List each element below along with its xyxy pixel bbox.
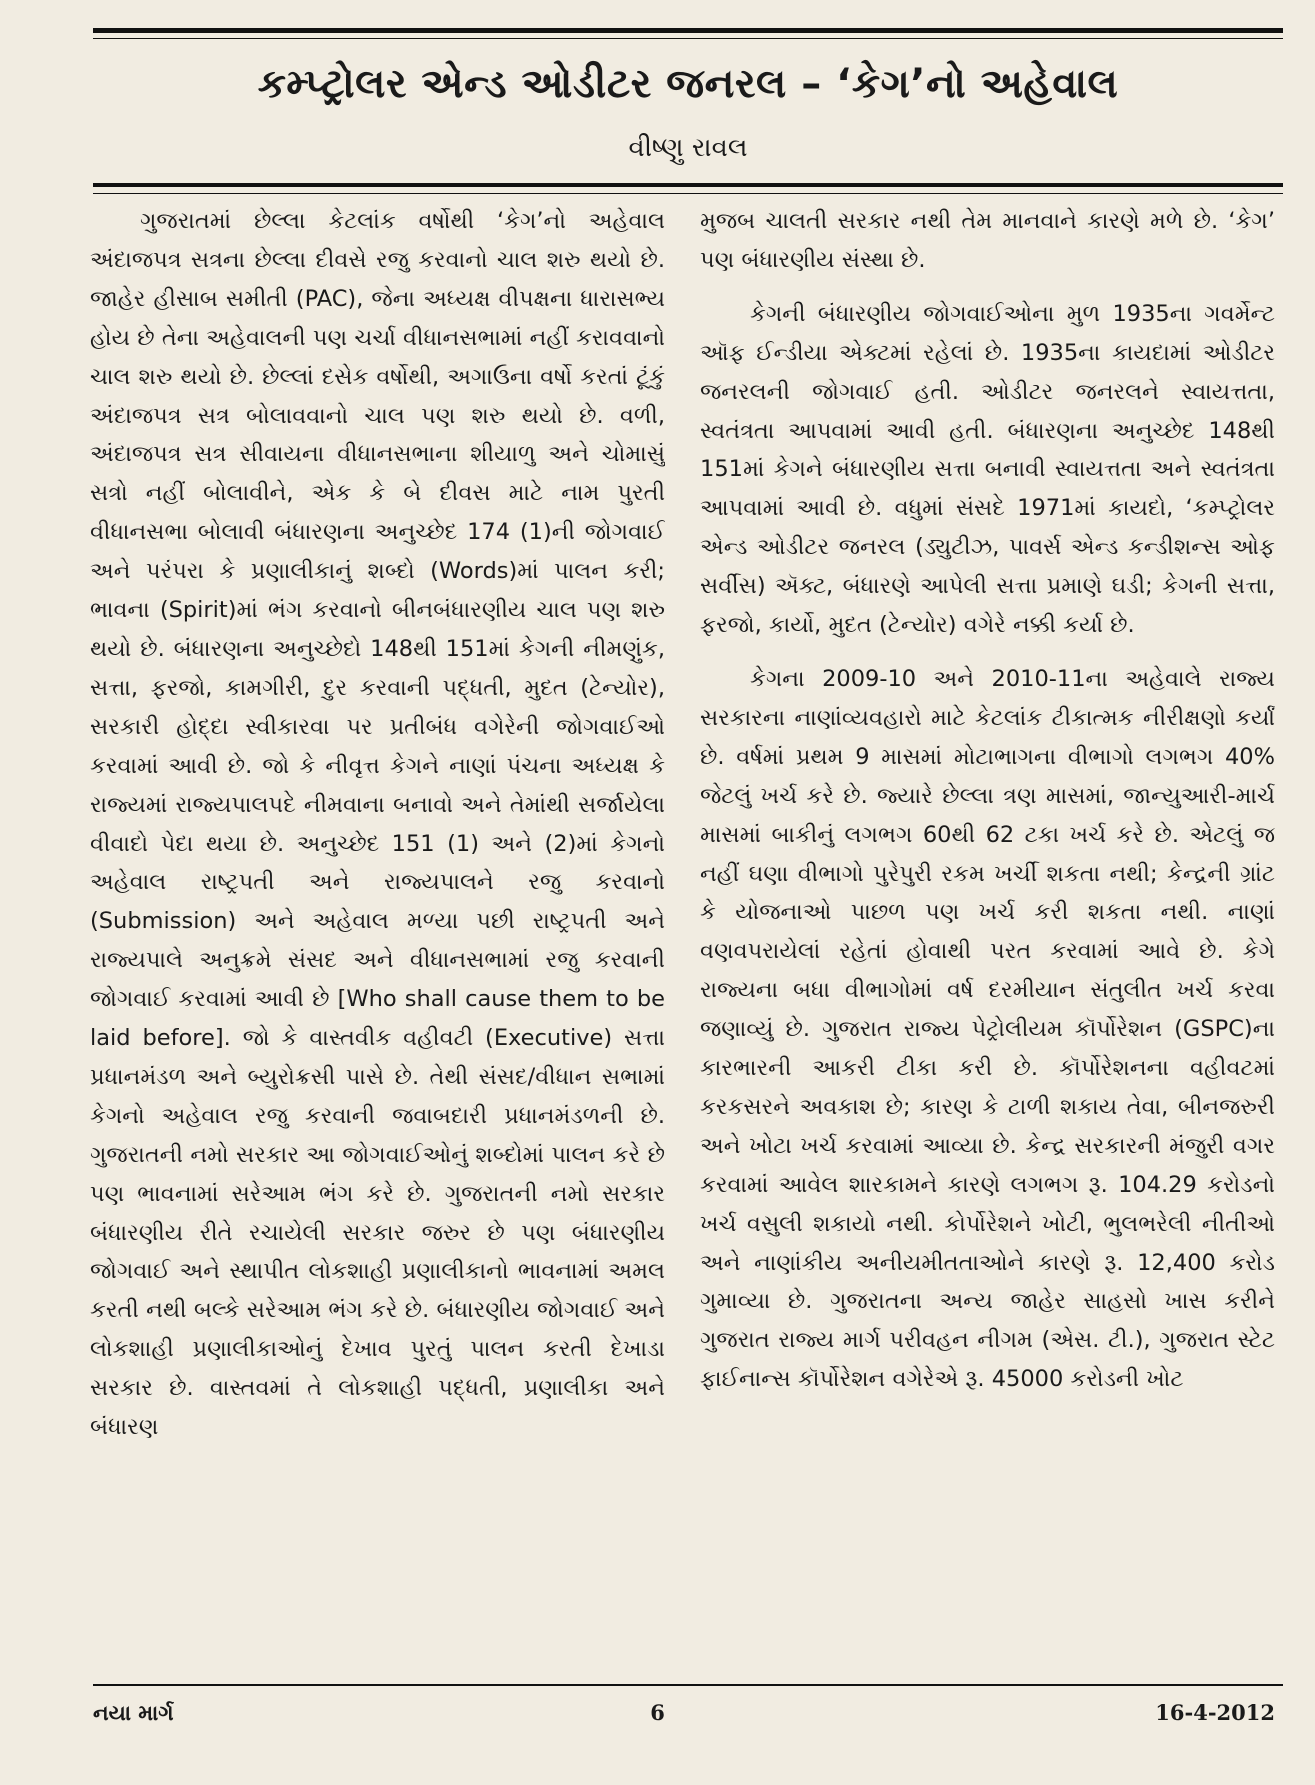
- article-title: કમ્પ્ટ્રોલર એન્ડ ઓડીટર જનરલ – ‘કેગ’નો અહેવાલ: [257, 61, 1119, 107]
- header-rule-thick: [93, 183, 1283, 187]
- article-author: વીષ્ણુ રાવલ: [628, 133, 748, 163]
- footer-page-number: 6: [650, 1700, 665, 1725]
- footer-publication: નયા માર્ગ: [93, 1700, 174, 1725]
- footer-rule: [93, 1684, 1283, 1686]
- top-rule-thick: [93, 28, 1283, 33]
- right-column: [700, 202, 1275, 1672]
- right-paragraph-1: મુજબ ચાલતી સરકાર નથી તેમ માનવાને કારણે મળે છે. ‘કેગ’ પણ બંધારણીય સંસ્થા છે.: [700, 208, 1275, 273]
- right-paragraph-2: કેગની બંધારણીય જોગવાઈઓના મુળ 1935ના ગવર્મેન્ટ ઑફ ઈન્ડીયા એક્ટમાં રહેલાં છે. 1935ના કાયદામાં ઓડીટર જનરલની જોગવાઈ હતી. ઓડીટર જનરલને સ્વાયત્તતા, સ્વતંત્રતા આપવામાં આવી હતી. બંધારણના અનુચ્છેદ 148થી 151માં કેગને બંધારણીય સત્તા બનાવી સ્વાયત્તતા અને સ્વતંત્રતા આપવામાં આવી છે. વધુમાં સંસદે 1971માં કાયદો, ‘કમ્પ્ટ્રોલર એન્ડ ઓડીટર જનરલ (ડ્યુટીઝ, પાવર્સ એન્ડ કન્ડીશન્સ ઓફ સર્વીસ) ઍક્ટ, બંધારણે આપેલી સત્તા પ્રમાણે ઘડી; કેગની સત્તા, ફરજો, કાર્યો, મુદત (ટેન્યોર) વગેરે નક્કી કર્યા છે.: [700, 300, 1275, 639]
- left-paragraph-1: ગુજરાતમાં છેલ્લા કેટલાંક વર્ષોથી ‘કેગ’નો અહેવાલ અંદાજપત્ર સત્રના છેલ્લા દીવસે રજુ કરવાનો ચાલ શરુ થયો છે. જાહેર હીસાબ સમીતી (PAC), જેના અધ્યક્ષ વીપક્ષના ધારાસભ્ય હોય છે તેના અહેવાલની પણ ચર્ચા વીધાનસભામાં નહીં કરાવવાનો ચાલ શરુ થયો છે. છેલ્લાં દસેક વર્ષોથી, અગાઉના વર્ષો કરતાં ટૂંકું અંદાજપત્ર સત્ર બોલાવવાનો ચાલ પણ શરુ થયો છે. વળી, અંદાજપત્ર સત્ર સીવાયના વીધાનસભાના શીયાળુ અને ચોમાસું સત્રો નહીં બોલાવીને, એક કે બે દીવસ માટે નામ પુરતી વીધાનસભા બોલાવી બંધારણના અનુચ્છેદ 174 (1)ની જોગવાઈ અને પરંપરા કે પ્રણાલીકાનું શબ્દો (Words)માં પાલન કરી; ભાવના (Spirit)માં ભંગ કરવાનો બીનબંધારણીય ચાલ પણ શરુ થયો છે. બંધારણના અનુચ્છેદો 148થી 151માં કેગની નીમણુંક, સત્તા, ફરજો, કામગીરી, દુર કરવાની પદ્ધતી, મુદત (ટેન્યોર), સરકારી હોદ્દા સ્વીકારવા પર પ્રતીબંધ વગેરેની જોગવાઈઓ કરવામાં આવી છે. જો કે નીવૃત્ત કેગને નાણાં પંચના અધ્યક્ષ કે રાજ્યમાં રાજ્યપાલપદે નીમવાના બનાવો અને તેમાંથી સર્જાયેલા વીવાદો પેદા થયા છે. અનુચ્છેદ 151 (1) અને (2)માં કેગનો અહેવાલ રાષ્ટ્રપતી અને રાજ્યપાલને રજુ કરવાનો (Submission) અને અહેવાલ મળ્યા પછી રાષ્ટ્રપતી અને રાજ્યપાલે અનુક્રમે સંસદ અને વીધાનસભામાં રજુ કરવાની જોગવાઈ કરવામાં આવી છે [Who shall cause them to be laid before]. જો કે વાસ્તવીક વહીવટી (Executive) સત્તા પ્રધાનમંડળ અને બ્યુરોક્રસી પાસે છે. તેથી સંસદ/વીધાન સભામાં કેગનો અહેવાલ રજુ કરવાની જવાબદારી પ્રધાનમંડળની છે. ગુજરાતની નમો સરકાર આ જોગવાઈઓનું શબ્દોમાં પાલન કરે છે પણ ભાવનામાં સરેઆમ ભંગ કરે છે. ગુજરાતની નમો સરકાર બંધારણીય રીતે રચાયેલી સરકાર જરુર છે પણ બંધારણીય જોગવાઈ અને સ્થાપીત લોકશાહી પ્રણાલીકાનો ભાવનામાં અમલ કરતી નથી બલ્કે સરેઆમ ભંગ કરે છે. બંધારણીય જોગવાઈ અને લોકશાહી પ્રણાલીકાઓનું દેખાવ પુરતું પાલન કરતી દેખાડા સરકાર છે. વાસ્તવમાં તે લોકશાહી પદ્ધતી, પ્રણાલીકા અને બંધારણ: [90, 208, 665, 1441]
- top-rule-thin: [93, 38, 1283, 39]
- header-rule-thin: [93, 193, 1283, 194]
- footer-date: 16-4-2012: [1155, 1700, 1275, 1725]
- left-column: [90, 202, 665, 1672]
- right-paragraph-3: કેગના 2009-10 અને 2010-11ના અહેવાલે રાજ્ય સરકારના નાણાંવ્યવહારો માટે કેટલાંક ટીકાત્મક નીરીક્ષણો કર્યાં છે. વર્ષમાં પ્રથમ 9 માસમાં મોટાભાગના વીભાગો લગભગ 40% જેટલું ખર્ચ કરે છે. જ્યારે છેલ્લા ત્રણ માસમાં, જાન્યુઆરી-માર્ચ માસમાં બાકીનું લગભગ 60થી 62 ટકા ખર્ચ કરે છે. એટલું જ નહીં ઘણા વીભાગો પુરેપુરી રકમ ખર્ચી શકતા નથી; કેન્દ્રની ગ્રાંટ કે યોજનાઓ પાછળ પણ ખર્ચ કરી શકતા નથી. નાણાં વણવપરાયેલાં રહેતાં હોવાથી પરત કરવામાં આવે છે. કેગે રાજ્યના બધા વીભાગોમાં વર્ષ દરમીયાન સંતુલીત ખર્ચ કરવા જણાવ્યું છે. ગુજરાત રાજ્ય પેટ્રોલીયમ કૉર્પોરેશન (GSPC)ના કારભારની આકરી ટીકા કરી છે. કૉર્પોરેશનના વહીવટમાં કરકસરને અવકાશ છે; કારણ કે ટાળી શકાય તેવા, બીનજરુરી અને ખોટા ખર્ચ કરવામાં આવ્યા છે. કેન્દ્ર સરકારની મંજુરી વગર કરવામાં આવેલ શારકામને કારણે લગભગ રૂ. 104.29 કરોડનો ખર્ચ વસુલી શકાયો નથી. કોર્પોરેશને ખોટી, ભુલભરેલી નીતીઓ અને નાણાંકીય અનીયમીતતાઓને કારણે રૂ. 12,400 કરોડ ગુમાવ્યા છે. ગુજરાતના અન્ય જાહેર સાહસો ખાસ કરીને ગુજરાત રાજ્ય માર્ગ પરીવહન નીગમ (એસ. ટી.), ગુજરાત સ્ટેટ ફાઈનાન્સ કૉર્પોરેશન વગેરેએ રૂ. 45000 કરોડની ખોટ: [700, 665, 1275, 1393]
